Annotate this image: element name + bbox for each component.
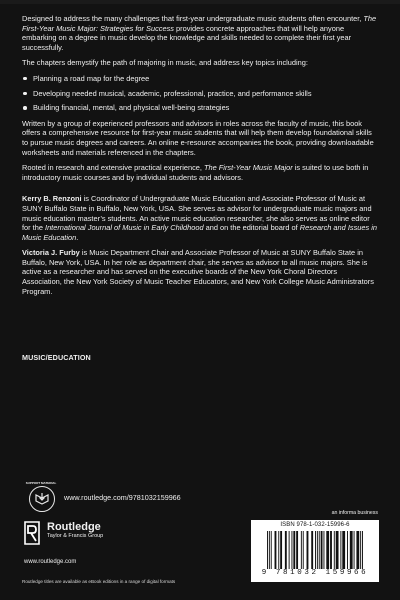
journal-title: Research and Issues in Music Education xyxy=(22,223,377,242)
intro-p1-title: The First-Year Music Major: Strategies for Success xyxy=(22,14,377,33)
barcode-digits: 9 781032 159966 xyxy=(261,569,369,577)
intro-paragraph-4 xyxy=(22,163,378,182)
intro-p4-title: The First-Year Music Major xyxy=(204,163,293,173)
barcode-bar xyxy=(267,531,268,569)
barcode-bar xyxy=(271,531,272,569)
support-material-icon xyxy=(29,486,55,512)
barcode-bars xyxy=(267,531,363,569)
barcode-bar xyxy=(340,531,341,569)
barcode-bar xyxy=(356,531,359,569)
barcode-bar xyxy=(317,531,318,569)
informa-label: an informa business xyxy=(331,510,378,516)
back-cover-text xyxy=(22,14,378,302)
barcode-bar xyxy=(360,531,361,569)
author-bio-furby xyxy=(22,248,378,296)
intro-paragraph-2: The chapters demystify the path of majoring in music, and address key topics including: xyxy=(22,58,308,68)
barcode-bar xyxy=(354,531,355,569)
publisher-name: Routledge xyxy=(47,521,101,533)
intro-p1-a: Designed to address the many challenges that first-year undergraduate music students often encounter, xyxy=(22,14,364,23)
barcode-bar xyxy=(280,531,282,569)
intro-p4-b: is suited to use both in introductory music courses and by individual students and advisors. xyxy=(22,163,369,182)
routledge-r-icon xyxy=(24,521,40,545)
author-name: Victoria J. Furby xyxy=(22,248,80,258)
barcode-bar xyxy=(326,531,329,569)
barcode-bar xyxy=(350,531,353,569)
barcode-bar xyxy=(293,531,295,569)
bio-text: is Coordinator of Undergraduate Music Education and Associate Professor of Music at SUNY Buffalo State in Buffalo, New York, USA. She serves as advisor for undergraduate music majors and music education master’s students. An active music education researcher, she also serves as online editor for the xyxy=(22,194,372,233)
barcode-bar xyxy=(334,531,335,569)
top-strip xyxy=(0,0,400,4)
isbn-number: ISBN 978-1-032-15996-6 xyxy=(280,522,350,528)
publisher-link[interactable]: www.routledge.com xyxy=(24,559,77,565)
bio-text: and on the editorial board of xyxy=(203,223,300,233)
ebook-note: Routledge titles are available as eBook editions in a range of digital formats xyxy=(22,579,176,584)
author-bio-renzoni xyxy=(22,194,378,242)
intro-paragraph-3: Written by a group of experienced professors and advisors in roles across the faculty of music, this book offers a comprehensive resource for first-year music students that will help them develop foundational skills to pursue music degrees and careers. An online e-resource accompanies the book, providing downloadable worksheets and materials referenced in the chapters. xyxy=(22,118,374,157)
barcode-bar xyxy=(319,531,320,569)
barcode-bar xyxy=(323,531,324,569)
barcode-bar xyxy=(321,531,323,569)
barcode-bar xyxy=(278,531,279,569)
topic-item: Planning a road map for the degree xyxy=(22,74,378,84)
barcode-bar xyxy=(315,531,316,569)
publisher-group: Taylor & Francis Group xyxy=(47,533,104,539)
subject-category: MUSIC/EDUCATION xyxy=(22,353,91,362)
barcode-bar xyxy=(301,531,302,569)
support-material-label: SUPPORT MATERIAL xyxy=(25,481,57,485)
barcode-bar xyxy=(285,531,287,569)
intro-p4-a: Rooted in research and extensive practical experience, xyxy=(22,163,204,173)
barcode-bar xyxy=(347,531,348,569)
barcode-bar xyxy=(362,531,363,569)
bio-text: . xyxy=(76,232,79,242)
support-material-link[interactable]: www.routledge.com/9781032159966 xyxy=(64,493,181,502)
barcode-bar xyxy=(289,531,290,569)
topic-list xyxy=(22,74,378,113)
barcode-bar xyxy=(330,531,332,569)
barcode-bar xyxy=(303,531,304,569)
barcode-bar xyxy=(307,531,309,569)
topic-item: Developing needed musical, academic, professional, practice, and performance skills xyxy=(22,89,378,99)
barcode-bar xyxy=(269,531,270,569)
routledge-logo xyxy=(24,521,103,545)
journal-title: International Journal of Music in Early Childhood xyxy=(45,223,204,233)
intro-paragraph-1 xyxy=(22,14,378,52)
barcode-bar xyxy=(291,531,292,569)
topic-item: Building financial, mental, and physical well-being strategies xyxy=(22,103,378,113)
barcode-bar xyxy=(342,531,345,569)
barcode-bar xyxy=(275,531,277,569)
barcode-bar xyxy=(311,531,313,569)
intro-p1-b: provides concrete approaches that will help anyone embarking on a degree in music develop the knowledge and skills needed to complete their first year successfully. xyxy=(22,23,352,52)
barcode-bar xyxy=(296,531,298,569)
author-name: Kerry B. Renzoni xyxy=(22,194,82,204)
bio-text: is Music Department Chair and Associate Professor of Music at SUNY Buffalo State in Buffalo, New York, USA. In her role as department chair, she serves as advisor to all music majors. She is active as a researcher and has served on the executive boards of the New York Choral Directors Association, the New York Society of Music Teacher Educators, and New York College Music Administrators Program. xyxy=(22,248,374,296)
barcode-bar xyxy=(336,531,339,569)
isbn-barcode xyxy=(251,520,379,582)
